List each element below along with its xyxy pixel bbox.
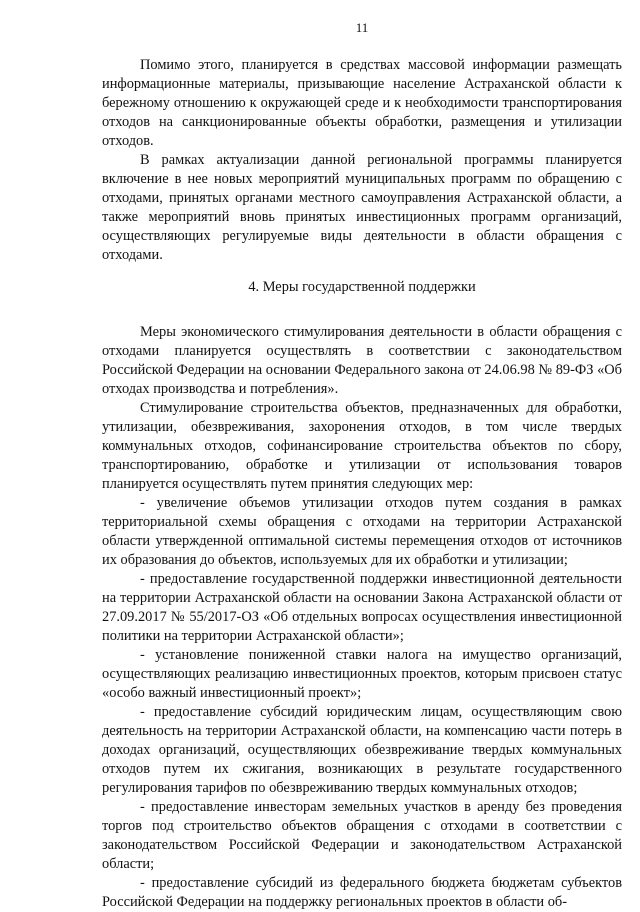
paragraph-program-update: В рамках актуализации данной региональной программы планируется включение в нее новых мероприятий муниципальных программ по обращению с отходами, принятых органами местного самоуправления Астраханской области, а также мероприятий вновь принятых инвестиционных программ организаций, осуществляющих регулируемые виды деятельности в области обращения с отходами. [102,152,622,263]
list-item-investment-support: - предоставление государственной поддержки инвестиционной деятельности на территории Астраханской области на основании Закона Астраханской области от 27.09.2017 № 55/2017-ОЗ «Об отдельных вопросах осуществления инвестиционной политики на территории Астраханской области»; [102,571,622,644]
list-item-recycling-volume: - увеличение объемов утилизации отходов путем создания в рамках территориальной схемы обращения с отходами на территории Астраханской области утвержденной оптимальной системы перемещения отходов от источников их образования до объектов, используемых для их обработки и утилизации; [102,495,622,568]
paragraph-economic-measures: Меры экономического стимулирования деятельности в области обращения с отходами планируется осуществлять в соответствии с законодательством Российской Федерации на основании Федерального закона от 24.06.98 № 89-ФЗ «Об отходах производства и потребления». [102,324,622,397]
section-heading: 4. Меры государственной поддержки [248,279,476,295]
list-item-federal-subsidies: - предоставление субсидий из федерального бюджета бюджетам субъектов Российской Федерации на поддержку региональных проектов в области об- [102,875,622,910]
list-item-land-lease: - предоставление инвесторам земельных участков в аренду без проведения торгов под строительство объектов обращения с отходами в соответствии с законодательством Российской Федерации и законодательством Астраханской области; [102,799,622,872]
page-number: 11 [355,20,369,35]
list-item-subsidies-legal-entities: - предоставление субсидий юридическим лицам, осуществляющим свою деятельность на территории Астраханской области, на компенсацию части потерь в доходах организаций, осуществляющих обезвреживание твердых коммунальных отходов путем их сжигания, возникающих в результате государственного регулирования тарифов по обезвреживанию твердых коммунальных отходов; [102,704,622,796]
list-item-reduced-tax-rate: - установление пониженной ставки налога на имущество организаций, осуществляющих реализацию инвестиционных проектов, которым присвоен статус «особо важный инвестиционный проект»; [102,647,622,701]
paragraph-construction-stimulation: Стимулирование строительства объектов, предназначенных для обработки, утилизации, обезвреживания, захоронения отходов, в том числе твердых коммунальных отходов, софинансирование строительства объектов по сбору, транспортированию, обработке и утилизации от использования товаров планируется осуществлять путем принятия следующих мер: [102,400,622,492]
paragraph-media-campaign: Помимо этого, планируется в средствах массовой информации размещать информационные материалы, призывающие население Астраханской области к бережному отношению к окружающей среде и к необходимости транспортирования отходов на санкционированные объекты обработки, размещения и утилизации отходов. [102,57,622,149]
